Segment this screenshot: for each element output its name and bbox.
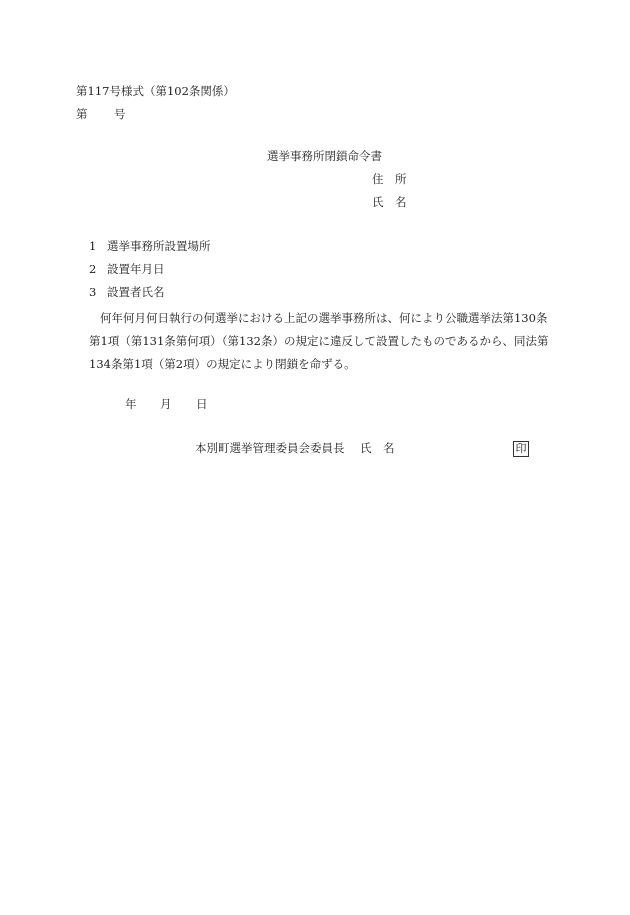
date-month: 月 <box>160 397 172 411</box>
form-reference: 第117号様式（第102条関係） <box>76 84 235 98</box>
name-label: 氏 名 <box>372 195 407 209</box>
body-paragraph: 何年何月何日執行の何選挙における上記の選挙事務所は、何により公職選挙法第130条第1項（第131条第何項）（第132条）の規定に違反して設置したものであるから、同法第134条第1項（第2項）の規定により閉鎖を命ずる。 <box>89 311 549 371</box>
item-number: 3 <box>89 285 97 299</box>
number-prefix: 第 <box>76 107 88 121</box>
address-label: 住 所 <box>372 172 407 186</box>
number-suffix: 号 <box>114 107 126 121</box>
date-year: 年 <box>125 397 137 411</box>
issuer-title: 本別町選挙管理委員会委員長 <box>195 441 345 455</box>
seal-mark: 印 <box>513 441 529 457</box>
document-title: 選挙事務所閉鎖命令書 <box>267 149 382 163</box>
date-day: 日 <box>196 397 208 411</box>
item-number: 1 <box>89 239 97 253</box>
item-label: 設置年月日 <box>107 262 165 276</box>
item-number: 2 <box>89 262 97 276</box>
item-label: 選挙事務所設置場所 <box>107 239 211 253</box>
item-label: 設置者氏名 <box>107 285 165 299</box>
issuer-name-label: 氏 名 <box>360 441 395 455</box>
